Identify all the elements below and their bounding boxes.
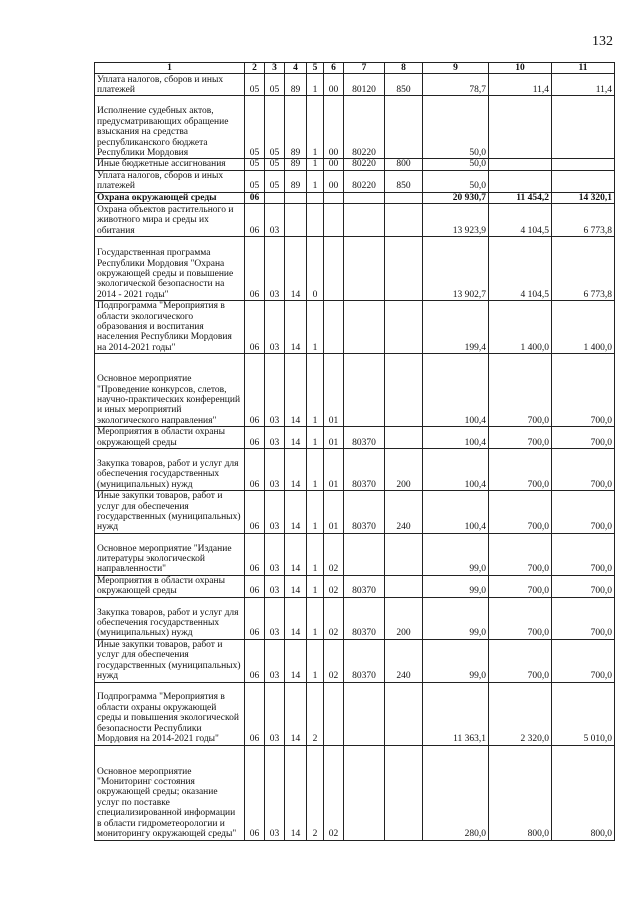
row-name: Уплата налогов, сборов и иных платежей — [95, 170, 245, 192]
code-target — [344, 533, 385, 575]
code-expense-type — [385, 96, 423, 159]
code-event: 00 — [324, 96, 344, 159]
table-body — [95, 74, 615, 840]
column-header: 8 — [385, 63, 423, 74]
amount-col-10: 700,0 — [489, 427, 552, 449]
code-section: 06 — [245, 682, 265, 745]
code-section: 06 — [245, 354, 265, 427]
code-subprogram: 1 — [307, 301, 324, 354]
row-name: Иные закупки товаров, работ и услуг для обеспечения государственных (муниципальных) нужд — [95, 491, 245, 534]
row-name: Охрана окружающей среды — [95, 192, 245, 203]
code-target: 80370 — [344, 639, 385, 682]
amount-col-10: 4 104,5 — [489, 237, 552, 301]
amount-col-10: 700,0 — [489, 575, 552, 597]
code-subsection: 03 — [265, 639, 285, 682]
code-subsection: 03 — [265, 449, 285, 491]
code-program: 14 — [285, 745, 307, 840]
code-expense-type: 850 — [385, 74, 423, 96]
code-subprogram: 1 — [307, 96, 324, 159]
code-subsection: 05 — [265, 74, 285, 96]
code-expense-type — [385, 682, 423, 745]
table-row — [95, 639, 615, 682]
code-subsection — [265, 192, 285, 203]
code-program: 14 — [285, 354, 307, 427]
code-target: 80370 — [344, 491, 385, 534]
amount-col-9: 100,4 — [423, 449, 489, 491]
amount-col-11 — [552, 170, 615, 192]
code-subprogram: 1 — [307, 533, 324, 575]
amount-col-10: 700,0 — [489, 449, 552, 491]
code-program: 14 — [285, 491, 307, 534]
row-name: Основное мероприятие "Мониторинг состояния окружающей среды; оказание услуг по поставке специализированной информации в области гидрометеорологии и мониторингу окружающей среды" — [95, 745, 245, 840]
amount-col-10: 1 400,0 — [489, 301, 552, 354]
amount-col-11: 5 010,0 — [552, 682, 615, 745]
code-subprogram: 2 — [307, 745, 324, 840]
code-expense-type: 850 — [385, 170, 423, 192]
row-name: Основное мероприятие "Издание литературы экологической направленности" — [95, 533, 245, 575]
table-row — [95, 575, 615, 597]
code-section: 06 — [245, 301, 265, 354]
code-subsection: 03 — [265, 491, 285, 534]
amount-col-9: 280,0 — [423, 745, 489, 840]
code-section: 06 — [245, 575, 265, 597]
row-name: Иные бюджетные ассигнования — [95, 159, 245, 170]
amount-col-10: 11,4 — [489, 74, 552, 96]
code-subprogram: 1 — [307, 449, 324, 491]
code-subprogram — [307, 192, 324, 203]
code-event: 00 — [324, 159, 344, 170]
code-program: 14 — [285, 597, 307, 639]
code-event — [324, 204, 344, 237]
code-subsection: 05 — [265, 96, 285, 159]
code-subprogram: 1 — [307, 639, 324, 682]
amount-col-9: 100,4 — [423, 491, 489, 534]
code-event: 00 — [324, 74, 344, 96]
amount-col-10: 4 104,5 — [489, 204, 552, 237]
amount-col-10: 700,0 — [489, 491, 552, 534]
code-section: 06 — [245, 639, 265, 682]
column-header: 11 — [552, 63, 615, 74]
row-name: Исполнение судебных актов, предусматривающих обращение взыскания на средства республиканского бюджета Республики Мордовия — [95, 96, 245, 159]
code-section: 06 — [245, 237, 265, 301]
amount-col-11: 11,4 — [552, 74, 615, 96]
code-target: 80220 — [344, 96, 385, 159]
code-expense-type: 240 — [385, 491, 423, 534]
column-header: 3 — [265, 63, 285, 74]
code-section: 05 — [245, 170, 265, 192]
code-subprogram: 1 — [307, 354, 324, 427]
amount-col-9: 13 923,9 — [423, 204, 489, 237]
code-subsection: 03 — [265, 533, 285, 575]
code-event — [324, 237, 344, 301]
amount-col-11: 700,0 — [552, 491, 615, 534]
code-event — [324, 301, 344, 354]
code-event: 01 — [324, 354, 344, 427]
code-expense-type — [385, 575, 423, 597]
code-event: 01 — [324, 427, 344, 449]
code-target — [344, 745, 385, 840]
code-target: 80370 — [344, 597, 385, 639]
code-event: 00 — [324, 170, 344, 192]
table-row — [95, 354, 615, 427]
table-row — [95, 159, 615, 170]
code-expense-type — [385, 427, 423, 449]
column-header: 10 — [489, 63, 552, 74]
code-section: 06 — [245, 427, 265, 449]
amount-col-10: 700,0 — [489, 354, 552, 427]
code-event: 01 — [324, 491, 344, 534]
table-row — [95, 491, 615, 534]
amount-col-9: 11 363,1 — [423, 682, 489, 745]
code-subsection: 05 — [265, 159, 285, 170]
amount-col-11: 700,0 — [552, 575, 615, 597]
code-target: 80220 — [344, 159, 385, 170]
code-event: 02 — [324, 575, 344, 597]
code-subprogram — [307, 204, 324, 237]
code-subsection: 03 — [265, 204, 285, 237]
code-program: 14 — [285, 682, 307, 745]
table-row — [95, 449, 615, 491]
table-row — [95, 170, 615, 192]
code-expense-type: 200 — [385, 597, 423, 639]
code-expense-type — [385, 745, 423, 840]
code-section: 06 — [245, 192, 265, 203]
code-event: 01 — [324, 449, 344, 491]
amount-col-10: 11 454,2 — [489, 192, 552, 203]
code-program: 14 — [285, 533, 307, 575]
amount-col-9: 99,0 — [423, 597, 489, 639]
code-target — [344, 682, 385, 745]
code-section: 06 — [245, 491, 265, 534]
code-program: 14 — [285, 639, 307, 682]
code-program: 14 — [285, 449, 307, 491]
row-name: Подпрограмма "Мероприятия в области экологического образования и воспитания населения Республики Мордовия на 2014-2021 годы" — [95, 301, 245, 354]
code-expense-type — [385, 533, 423, 575]
code-subprogram: 2 — [307, 682, 324, 745]
code-subsection: 03 — [265, 354, 285, 427]
code-subsection: 03 — [265, 745, 285, 840]
table-header-row — [95, 63, 615, 74]
code-event: 02 — [324, 639, 344, 682]
code-subprogram: 1 — [307, 575, 324, 597]
code-program: 89 — [285, 159, 307, 170]
row-name: Подпрограмма "Мероприятия в области охраны окружающей среды и повышения экологической безопасности Республики Мордовия на 2014-2021 годы" — [95, 682, 245, 745]
table-row — [95, 192, 615, 203]
code-subsection: 03 — [265, 682, 285, 745]
table-row — [95, 745, 615, 840]
code-subprogram: 1 — [307, 597, 324, 639]
amount-col-9: 100,4 — [423, 354, 489, 427]
row-name: Государственная программа Республики Мордовия "Охрана окружающей среды и повышение экологической безопасности на 2014 - 2021 годы" — [95, 237, 245, 301]
code-target: 80370 — [344, 575, 385, 597]
amount-col-11: 700,0 — [552, 533, 615, 575]
code-target — [344, 301, 385, 354]
code-subsection: 03 — [265, 301, 285, 354]
amount-col-11: 800,0 — [552, 745, 615, 840]
code-target: 80370 — [344, 427, 385, 449]
row-name: Основное мероприятие "Проведение конкурсов, слетов, научно-практических конференций и иных мероприятий экологического направления" — [95, 354, 245, 427]
row-name: Закупка товаров, работ и услуг для обеспечения государственных (муниципальных) нужд — [95, 597, 245, 639]
column-header: 5 — [307, 63, 324, 74]
code-subsection: 03 — [265, 237, 285, 301]
code-event: 02 — [324, 533, 344, 575]
code-target: 80120 — [344, 74, 385, 96]
table-row — [95, 204, 615, 237]
amount-col-10: 800,0 — [489, 745, 552, 840]
table-row — [95, 96, 615, 159]
amount-col-10: 2 320,0 — [489, 682, 552, 745]
amount-col-9: 13 902,7 — [423, 237, 489, 301]
code-target: 80370 — [344, 449, 385, 491]
amount-col-11 — [552, 159, 615, 170]
amount-col-10: 700,0 — [489, 597, 552, 639]
code-target — [344, 204, 385, 237]
table-row — [95, 74, 615, 96]
amount-col-11 — [552, 96, 615, 159]
column-header: 7 — [344, 63, 385, 74]
code-section: 05 — [245, 74, 265, 96]
code-section: 05 — [245, 159, 265, 170]
code-subprogram: 1 — [307, 491, 324, 534]
column-header: 1 — [95, 63, 245, 74]
column-header: 9 — [423, 63, 489, 74]
code-expense-type: 800 — [385, 159, 423, 170]
amount-col-10 — [489, 170, 552, 192]
code-target — [344, 237, 385, 301]
amount-col-9: 99,0 — [423, 639, 489, 682]
code-target — [344, 354, 385, 427]
amount-col-10 — [489, 96, 552, 159]
code-expense-type — [385, 237, 423, 301]
code-section: 06 — [245, 597, 265, 639]
amount-col-11: 1 400,0 — [552, 301, 615, 354]
code-section: 06 — [245, 449, 265, 491]
page-number: 132 — [592, 34, 613, 49]
code-program: 89 — [285, 170, 307, 192]
code-section: 06 — [245, 533, 265, 575]
code-subprogram: 1 — [307, 170, 324, 192]
column-header: 2 — [245, 63, 265, 74]
code-section: 05 — [245, 96, 265, 159]
code-program: 89 — [285, 96, 307, 159]
code-target — [344, 192, 385, 203]
amount-col-9: 199,4 — [423, 301, 489, 354]
code-section: 06 — [245, 204, 265, 237]
code-program: 14 — [285, 575, 307, 597]
code-event — [324, 682, 344, 745]
code-expense-type — [385, 354, 423, 427]
code-section: 06 — [245, 745, 265, 840]
code-program — [285, 204, 307, 237]
code-subsection: 03 — [265, 597, 285, 639]
column-header: 6 — [324, 63, 344, 74]
code-subprogram: 1 — [307, 159, 324, 170]
code-subsection: 03 — [265, 427, 285, 449]
table-row — [95, 533, 615, 575]
row-name: Мероприятия в области охраны окружающей среды — [95, 427, 245, 449]
amount-col-11: 6 773,8 — [552, 204, 615, 237]
amount-col-10: 700,0 — [489, 639, 552, 682]
code-event — [324, 192, 344, 203]
amount-col-11: 6 773,8 — [552, 237, 615, 301]
amount-col-10 — [489, 159, 552, 170]
amount-col-9: 100,4 — [423, 427, 489, 449]
code-program: 14 — [285, 427, 307, 449]
code-event: 02 — [324, 745, 344, 840]
table-row — [95, 682, 615, 745]
row-name: Мероприятия в области охраны окружающей среды — [95, 575, 245, 597]
code-subsection: 03 — [265, 575, 285, 597]
table-row — [95, 237, 615, 301]
amount-col-11: 700,0 — [552, 354, 615, 427]
code-subprogram: 1 — [307, 74, 324, 96]
row-name: Охрана объектов растительного и животного мира и среды их обитания — [95, 204, 245, 237]
code-program: 14 — [285, 301, 307, 354]
code-expense-type — [385, 192, 423, 203]
column-header: 4 — [285, 63, 307, 74]
amount-col-10: 700,0 — [489, 533, 552, 575]
amount-col-11: 700,0 — [552, 597, 615, 639]
code-expense-type: 200 — [385, 449, 423, 491]
code-program: 14 — [285, 237, 307, 301]
amount-col-9: 99,0 — [423, 533, 489, 575]
code-subsection: 05 — [265, 170, 285, 192]
table-row — [95, 427, 615, 449]
row-name: Уплата налогов, сборов и иных платежей — [95, 74, 245, 96]
amount-col-9: 50,0 — [423, 170, 489, 192]
amount-col-9: 78,7 — [423, 74, 489, 96]
amount-col-9: 50,0 — [423, 96, 489, 159]
code-subprogram: 1 — [307, 427, 324, 449]
amount-col-11: 700,0 — [552, 427, 615, 449]
code-program: 89 — [285, 74, 307, 96]
row-name: Закупка товаров, работ и услуг для обеспечения государственных (муниципальных) нужд — [95, 449, 245, 491]
amount-col-11: 700,0 — [552, 449, 615, 491]
amount-col-11: 14 320,1 — [552, 192, 615, 203]
code-target: 80220 — [344, 170, 385, 192]
code-expense-type — [385, 301, 423, 354]
table-row — [95, 597, 615, 639]
row-name: Иные закупки товаров, работ и услуг для обеспечения государственных (муниципальных) нужд — [95, 639, 245, 682]
table-row — [95, 301, 615, 354]
budget-table — [94, 62, 615, 841]
amount-col-9: 50,0 — [423, 159, 489, 170]
code-program — [285, 192, 307, 203]
code-subprogram: 0 — [307, 237, 324, 301]
amount-col-9: 20 930,7 — [423, 192, 489, 203]
code-expense-type — [385, 204, 423, 237]
amount-col-9: 99,0 — [423, 575, 489, 597]
code-event: 02 — [324, 597, 344, 639]
code-expense-type: 240 — [385, 639, 423, 682]
amount-col-11: 700,0 — [552, 639, 615, 682]
